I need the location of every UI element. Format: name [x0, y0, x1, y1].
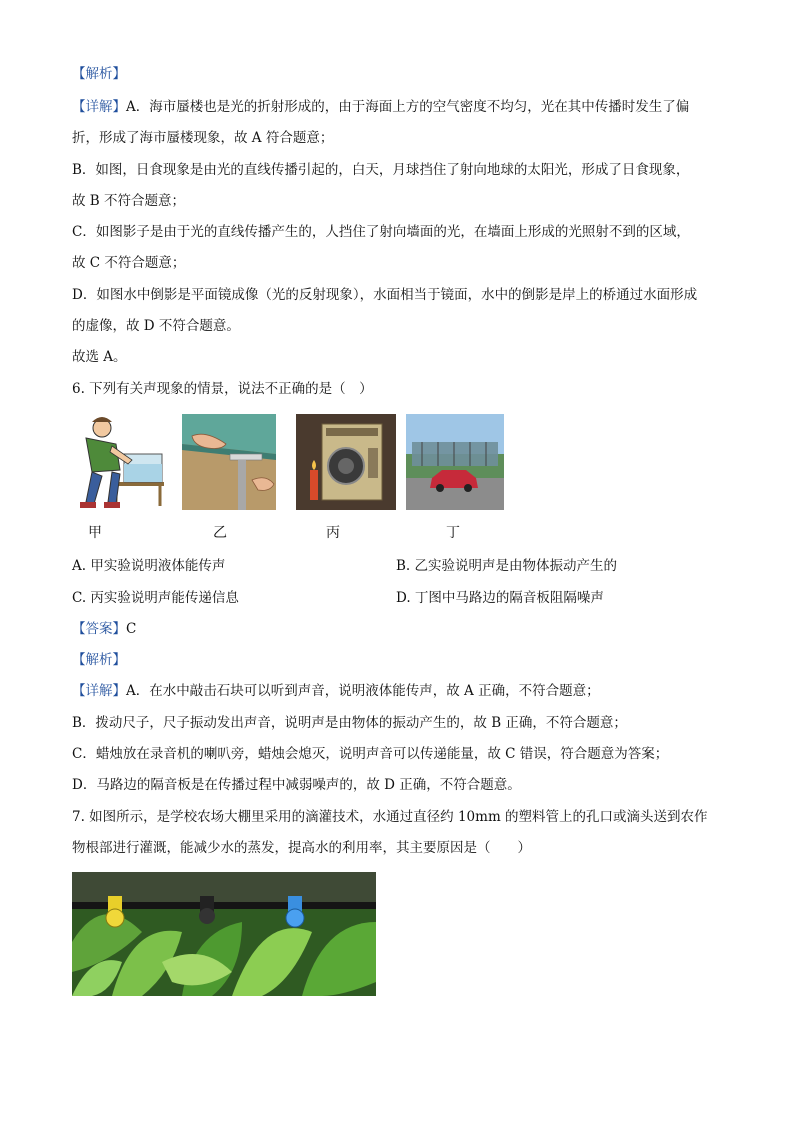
figure-ding [406, 414, 504, 510]
ruler-table-photo [182, 414, 276, 510]
q6-option-c: C. 丙实验说明声能传递信息 [72, 590, 239, 606]
figure-drip-irrigation [72, 872, 376, 996]
road-noise-barrier-photo [406, 414, 504, 510]
detail-label: 【详解】 [72, 99, 126, 115]
caption-bing: 丙 [326, 525, 340, 541]
q5-option-a-line2: 折，形成了海市蜃楼现象，故 A 符合题意； [72, 130, 334, 146]
q6-option-d: D. 丁图中马路边的隔音板阻隔噪声 [396, 590, 604, 606]
figure-jia [72, 414, 172, 510]
q6-option-a: A. 甲实验说明液体能传声 [72, 558, 226, 574]
q6-explain-b: B．拨动尺子，尺子振动发出声音，说明声是由物体的振动产生的，故 B 正确，不符合题意； [72, 715, 627, 731]
drip-irrigation-photo [72, 872, 376, 996]
q6-answer [72, 619, 136, 639]
q5-option-b-line1: B．如图，日食现象是由光的直线传播引起的，白天，月球挡住了射向地球的太阳光，形成了日食现象， [72, 162, 690, 178]
caption-yi: 乙 [213, 525, 227, 541]
speaker-candle-photo [296, 414, 396, 510]
q6-explain-d: D．马路边的隔音板是在传播过程中减弱噪声的，故 D 正确，不符合题意。 [72, 777, 521, 793]
q5-option-d-line1: D．如图水中倒影是平面镜成像（光的反射现象），水面相当于镜面，水中的倒影是岸上的桥通过水面形成 [72, 287, 698, 303]
q6-stem: 6. 下列有关声现象的情景，说法不正确的是（ ） [72, 381, 373, 397]
detail-label: 【详解】 [72, 683, 126, 699]
q5-conclusion: 故选 A。 [72, 349, 127, 365]
figure-bing [296, 414, 396, 510]
q6-option-b: B. 乙实验说明声是由物体振动产生的 [396, 558, 618, 574]
q5-option-d-line2: 的虚像，故 D 不符合题意。 [72, 318, 240, 334]
q6-explain-a: 【详解】A．在水中敲击石块可以听到声音，说明液体能传声，故 A 正确，不符合题意； [72, 683, 600, 699]
figure-yi [182, 414, 276, 510]
q5-option-c-line2: 故 C 不符合题意； [72, 255, 186, 271]
answer-label: 【答案】 [72, 621, 126, 637]
q5-option-b-line2: 故 B 不符合题意； [72, 193, 186, 209]
q6-explain-c: C．蜡烛放在录音机的喇叭旁，蜡烛会熄灭，说明声音可以传递能量，故 C 错误，符合题意为答案； [72, 746, 669, 762]
q5-option-c-line1: C．如图影子是由于光的直线传播产生的，人挡住了射向墙面的光，在墙面上形成的光照射不到的区域， [72, 224, 690, 240]
analysis-label: 【解析】 [72, 66, 126, 82]
answer-value: C [126, 621, 137, 637]
q7-stem-line2: 物根部进行灌溉，能减少水的蒸发，提高水的利用率，其主要原因是（ ） [72, 840, 531, 856]
analysis-label: 【解析】 [72, 652, 126, 668]
q7-stem-line1: 7. 如图所示，是学校农场大棚里采用的滴灌技术，水通过直径约 10mm 的塑料管上的孔口或滴头送到农作 [72, 809, 708, 825]
q5-option-a-line1: 【详解】A．海市蜃楼也是光的折射形成的，由于海面上方的空气密度不均匀，光在其中传播时发生了偏 [72, 99, 690, 115]
man-tank-illustration [72, 414, 172, 510]
caption-jia: 甲 [88, 525, 102, 541]
caption-ding: 丁 [446, 525, 460, 541]
